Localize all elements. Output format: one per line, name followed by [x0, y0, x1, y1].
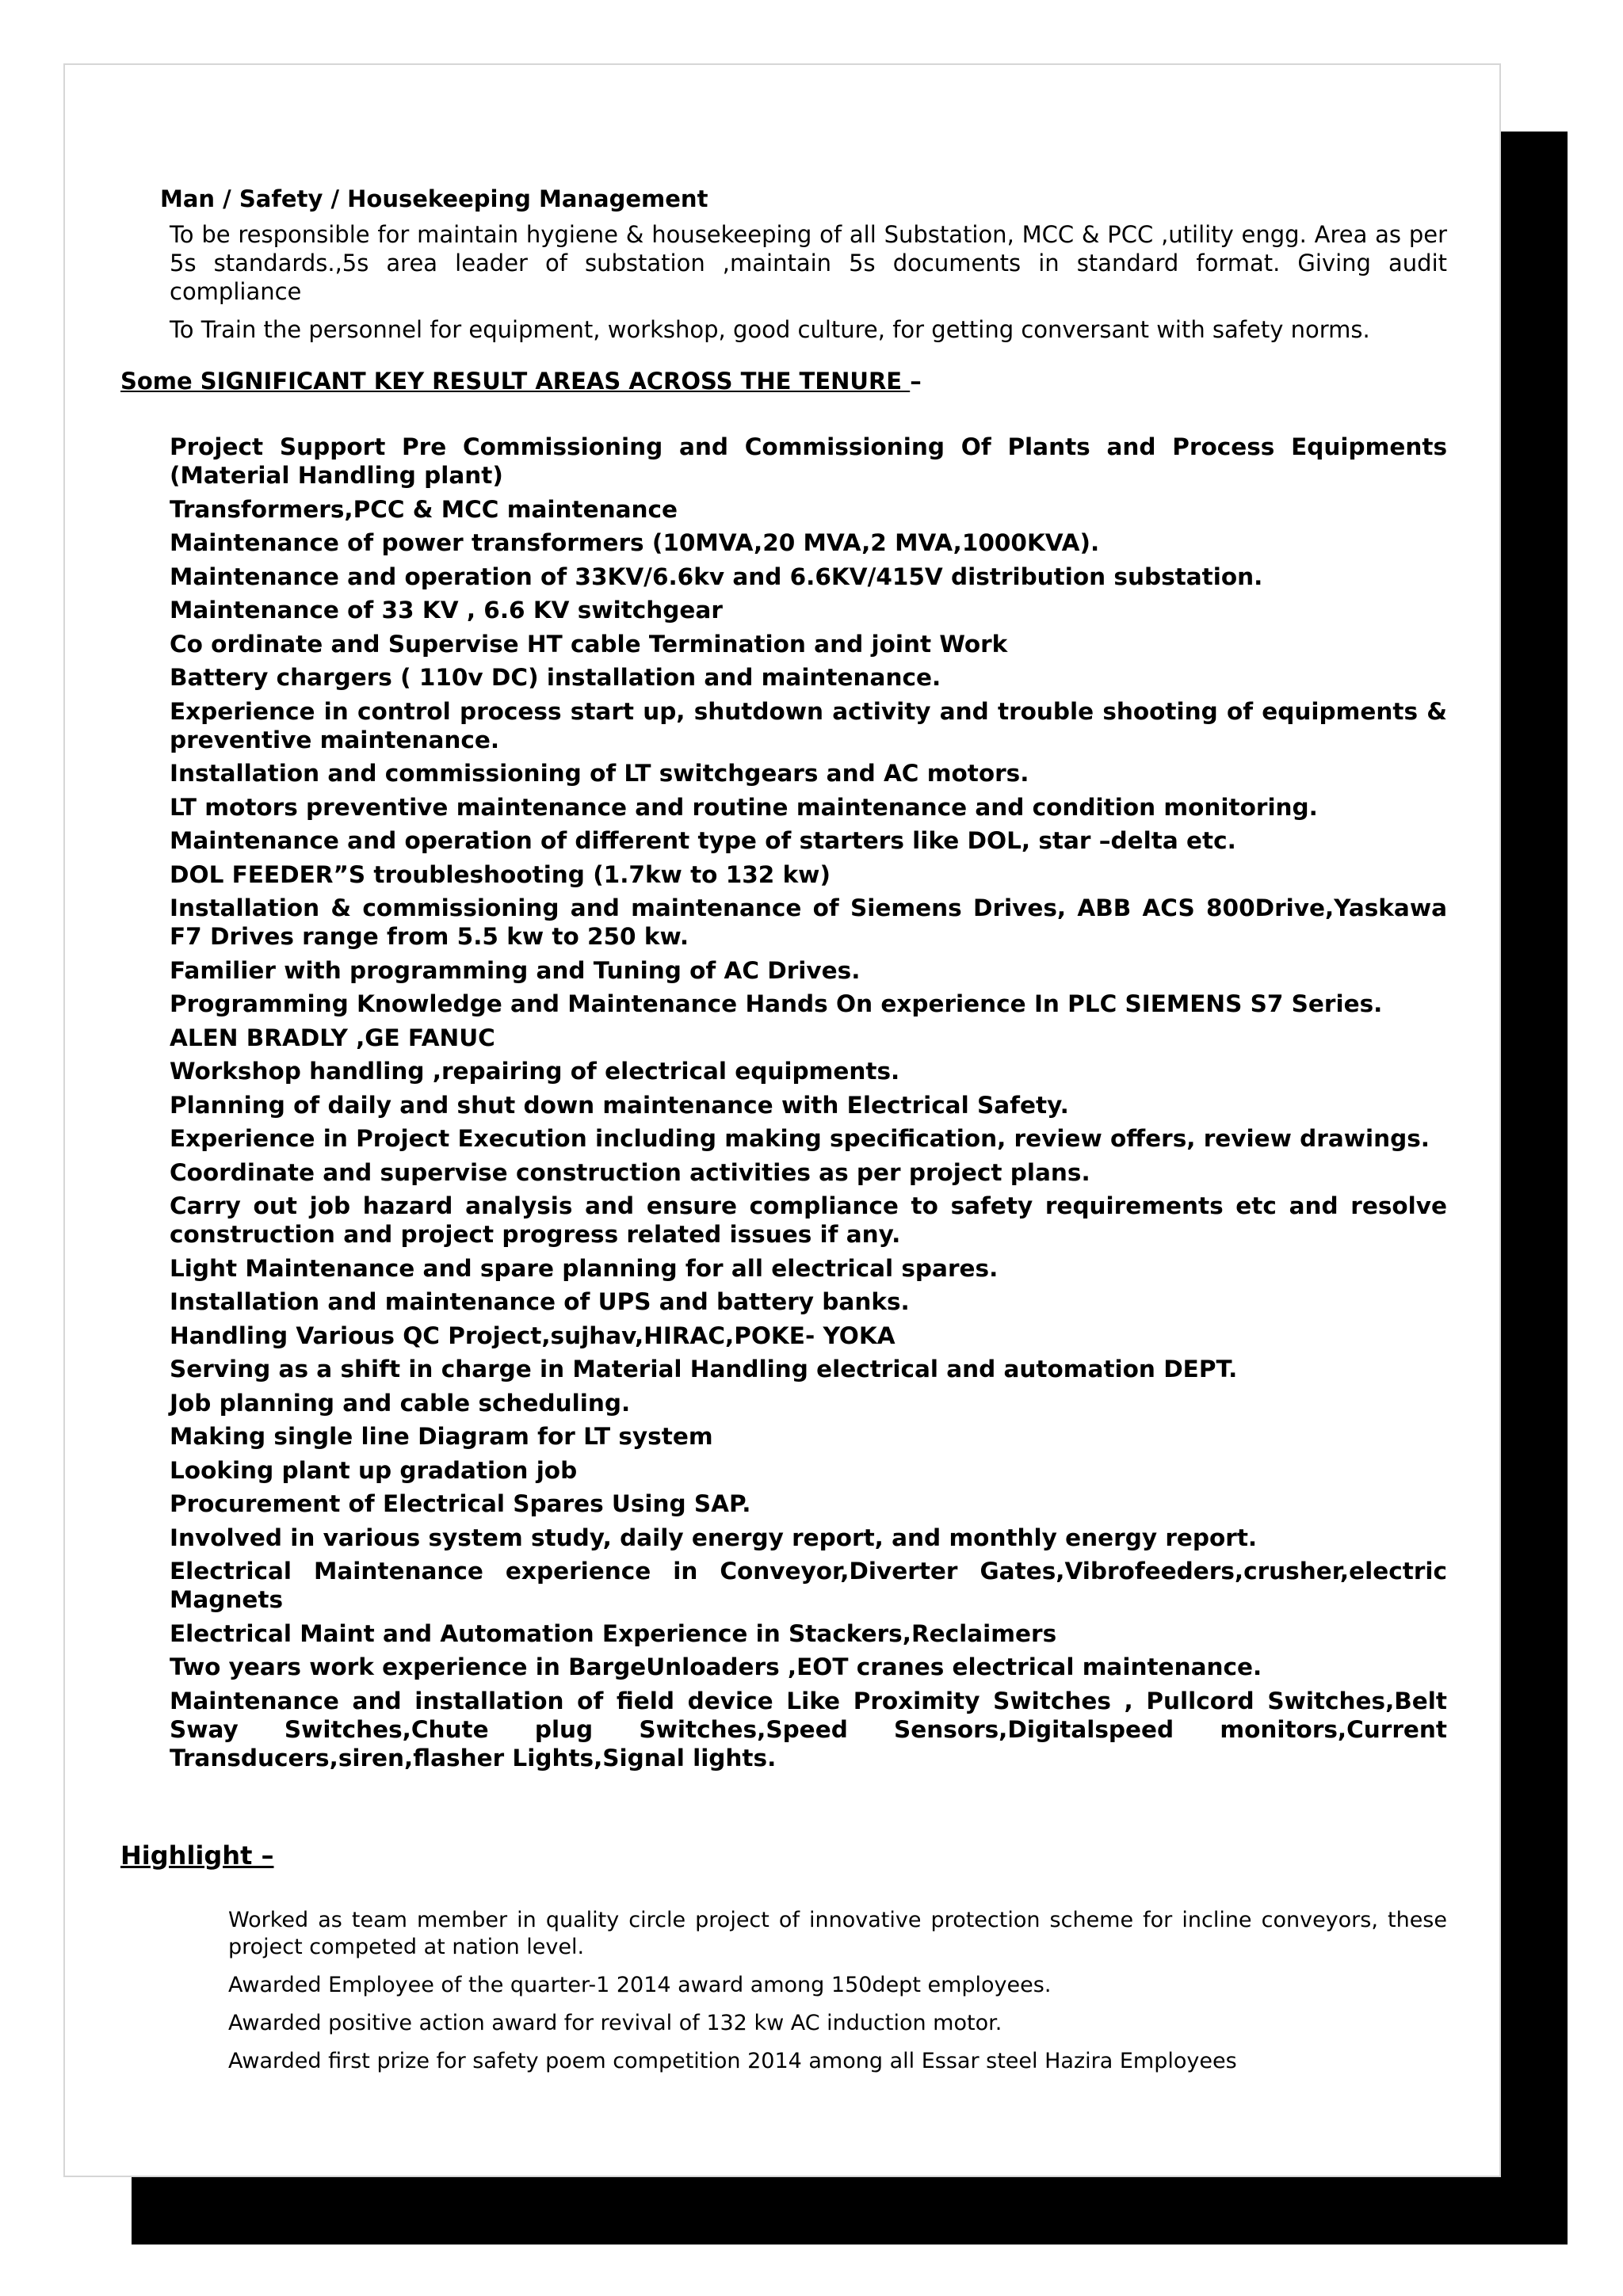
list-item: Carry out job hazard analysis and ensure compliance to safety requirements etc and resolve construction and project progress related issues if any.	[170, 1192, 1447, 1248]
list-item: Experience in Project Execution including making specification, review offers, review drawings.	[170, 1125, 1430, 1152]
list-item: Workshop handling ,repairing of electrical equipments.	[170, 1058, 900, 1085]
list-item: Battery chargers ( 110v DC) installation and maintenance.	[170, 664, 941, 691]
list-item: Maintenance and installation of field device Like Proximity Switches , Pullcord Switches,Belt Sway Switches,Chute plug Switches,Speed Sensors,Digitalspeed monitors,Current Transducers,siren,flasher Lights,Signal lights.	[170, 1687, 1447, 1772]
list-item: Awarded Employee of the quarter-1 2014 award among 150dept employees.	[228, 1972, 1052, 1997]
list-item: Programming Knowledge and Maintenance Hands On experience In PLC SIEMENS S7 Series.	[170, 990, 1383, 1017]
list-item: Installation and commissioning of LT switchgears and AC motors.	[170, 760, 1029, 787]
management-heading: Man / Safety / Housekeeping Management	[160, 185, 708, 212]
list-item: LT motors preventive maintenance and routine maintenance and condition monitoring.	[170, 793, 1318, 821]
list-item: Two years work experience in BargeUnloaders ,EOT cranes electrical maintenance.	[170, 1653, 1262, 1680]
list-item: To Train the personnel for equipment, workshop, good culture, for getting conversant with safety norms.	[170, 316, 1370, 343]
list-item: Procurement of Electrical Spares Using SAP.	[170, 1490, 751, 1517]
list-item: Involved in various system study, daily energy report, and monthly energy report.	[170, 1524, 1258, 1551]
list-item: Planning of daily and shut down maintenance with Electrical Safety.	[170, 1091, 1069, 1119]
list-item: Light Maintenance and spare planning for all electrical spares.	[170, 1254, 999, 1282]
list-item: Installation & commissioning and maintenance of Siemens Drives, ABB ACS 800Drive,Yaskawa F7 Drives range from 5.5 kw to 250 kw.	[170, 894, 1447, 950]
list-item: Awarded first prize for safety poem competition 2014 among all Essar steel Hazira Employees	[228, 2048, 1237, 2073]
list-item: Maintenance of 33 KV , 6.6 KV switchgear	[170, 597, 723, 624]
list-item: Installation and maintenance of UPS and battery banks.	[170, 1288, 910, 1315]
list-item: Electrical Maint and Automation Experience in Stackers,Reclaimers	[170, 1619, 1057, 1647]
list-item: Familier with programming and Tuning of AC Drives.	[170, 956, 861, 984]
kra-section-title: Some SIGNIFICANT KEY RESULT AREAS ACROSS THE TENURE –	[120, 368, 922, 395]
list-item: Co ordinate and Supervise HT cable Termination and joint Work	[170, 630, 1008, 658]
list-item: Maintenance and operation of 33KV/6.6kv and 6.6KV/415V distribution substation.	[170, 563, 1263, 590]
list-item: Maintenance of power transformers (10MVA,20 MVA,2 MVA,1000KVA).	[170, 529, 1100, 556]
page-shadow-bottom	[132, 2177, 1568, 2245]
list-item: Handling Various QC Project,sujhav,HIRAC,POKE- YOKA	[170, 1322, 896, 1349]
list-item: Coordinate and supervise construction activities as per project plans.	[170, 1158, 1090, 1186]
kra-list	[120, 433, 1447, 1772]
list-item: Transformers,PCC & MCC maintenance	[170, 495, 678, 523]
highlight-list	[178, 1907, 1447, 2075]
list-item: Serving as a shift in charge in Material Handling electrical and automation DEPT.	[170, 1356, 1238, 1383]
list-item: Worked as team member in quality circle project of innovative protection scheme for incline conveyors, these project competed at nation level.	[228, 1907, 1447, 1959]
list-item: Maintenance and operation of different type of starters like DOL, star –delta etc.	[170, 827, 1236, 854]
management-list	[120, 220, 1447, 344]
list-item: Looking plant up gradation job	[170, 1456, 578, 1484]
list-item: Electrical Maintenance experience in Conveyor,Diverter Gates,Vibrofeeders,crusher,electric Magnets	[170, 1558, 1447, 1613]
list-item: Experience in control process start up, shutdown activity and trouble shooting of equipments & preventive maintenance.	[170, 697, 1447, 753]
list-item: DOL FEEDER”S troubleshooting (1.7kw to 132 kw)	[170, 860, 831, 888]
list-item: Project Support Pre Commissioning and Commissioning Of Plants and Process Equipments (Material Handling plant)	[170, 433, 1447, 489]
list-item: Making single line Diagram for LT system	[170, 1423, 713, 1450]
list-item: ALEN BRADLY ,GE FANUC	[170, 1024, 495, 1051]
list-item: Awarded positive action award for revival of 132 kw AC induction motor.	[228, 2010, 1002, 2035]
list-item: Job planning and cable scheduling.	[170, 1389, 631, 1417]
page-shadow-right	[1501, 132, 1568, 2245]
highlight-section-title: Highlight –	[120, 1840, 274, 1871]
document-page	[63, 63, 1501, 2177]
list-item: To be responsible for maintain hygiene & housekeeping of all Substation, MCC & PCC ,utility engg. Area as per 5s standards.,5s area leader of substation ,maintain 5s documents in standard format. Giving audit compliance	[170, 221, 1447, 305]
page-content	[120, 185, 1447, 2086]
